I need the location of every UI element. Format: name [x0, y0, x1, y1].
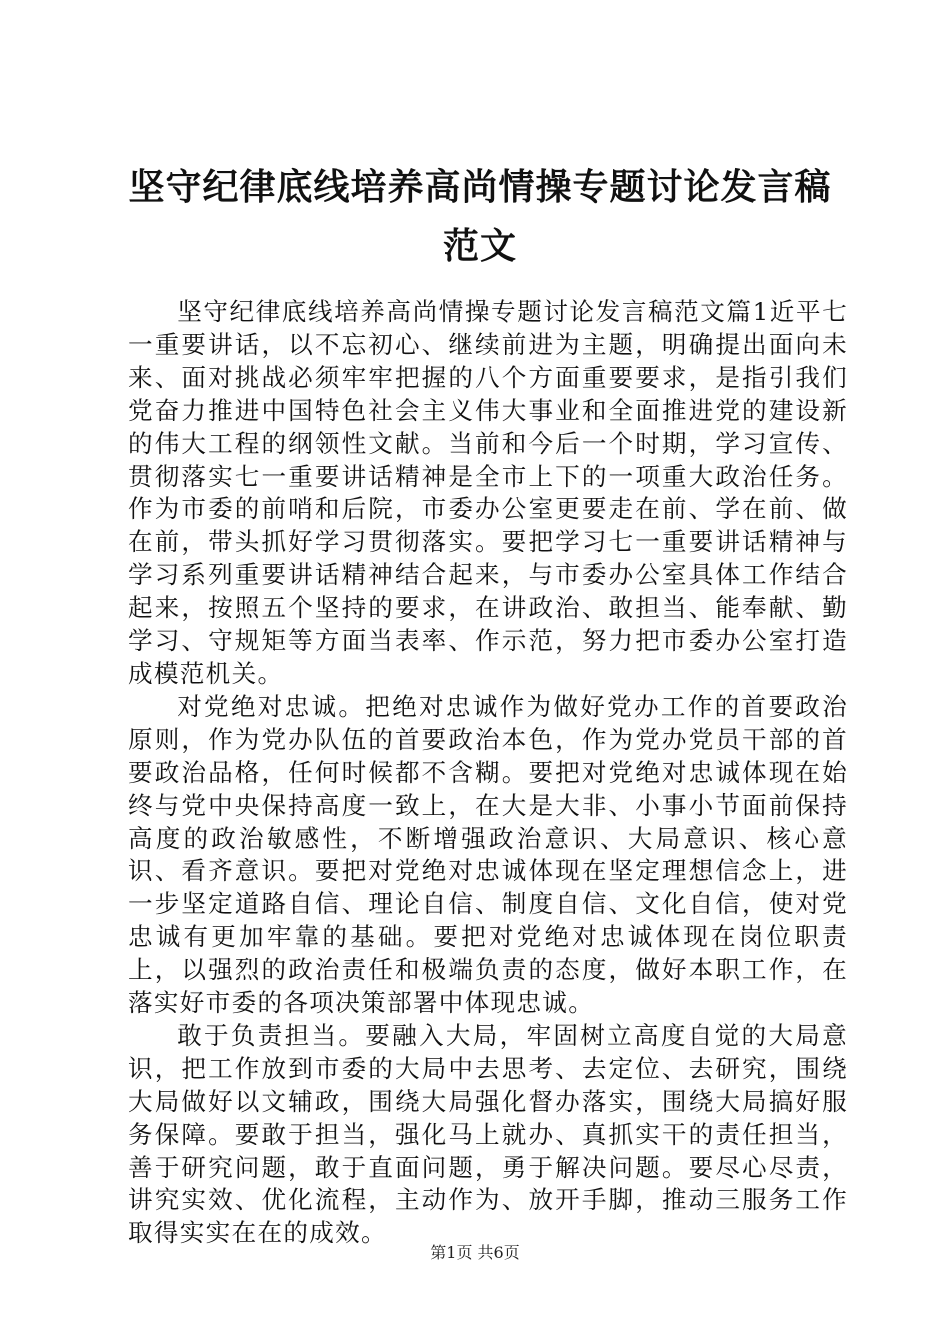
page-footer: 第1页 共6页 — [430, 1243, 520, 1262]
paragraph: 坚守纪律底线培养高尚情操专题讨论发言稿范文篇1近平七一重要讲话，以不忘初心、继续前进为主题，明确提出面向未来、面对挑战必须牢牢把握的八个方面重要要求，是指引我们党奋力推进中国特色社会主义伟大事业和全面推进党的建设新的伟大工程的纲领性文献。当前和今后一个时期，学习宣传、贯彻落实七一重要讲话精神是全市上下的一项重大政治任务。作为市委的前哨和后院，市委办公室更要走在前、学在前、做在前，带头抓好学习贯彻落实。要把学习七一重要讲话精神与学习系列重要讲话精神结合起来，与市委办公室具体工作结合起来，按照五个坚持的要求，在讲政治、敢担当、能奉献、勤学习、守规矩等方面当表率、作示范，努力把市委办公室打造成模范机关。 — [128, 297, 848, 688]
document-title: 坚守纪律底线培养高尚情操专题讨论发言稿范文 — [128, 166, 832, 267]
paragraph: 敢于负责担当。要融入大局，牢固树立高度自觉的大局意识，把工作放到市委的大局中去思考、去定位、去研究，围绕大局做好以文辅政，围绕大局强化督办落实，围绕大局搞好服务保障。要敢于担当，强化马上就办、真抓实干的责任担当，善于研究问题，敢于直面问题，勇于解决问题。要尽心尽责，讲究实效、优化流程，主动作为、放开手脚，推动三服务工作取得实实在在的成效。 — [128, 1020, 848, 1248]
paragraph: 对党绝对忠诚。把绝对忠诚作为做好党办工作的首要政治原则，作为党办队伍的首要政治本色，作为党办党员干部的首要政治品格，任何时候都不含糊。要把对党绝对忠诚体现在始终与党中央保持高度一致上，在大是大非、小事小节面前保持高度的政治敏感性，不断增强政治意识、大局意识、核心意识、看齐意识。要把对党绝对忠诚体现在坚定理想信念上，进一步坚定道路自信、理论自信、制度自信、文化自信，使对党忠诚有更加牢靠的基础。要把对党绝对忠诚体现在岗位职责上，以强烈的政治责任和极端负责的态度，做好本职工作，在落实好市委的各项决策部署中体现忠诚。 — [128, 691, 848, 1018]
document-body — [128, 296, 848, 1250]
